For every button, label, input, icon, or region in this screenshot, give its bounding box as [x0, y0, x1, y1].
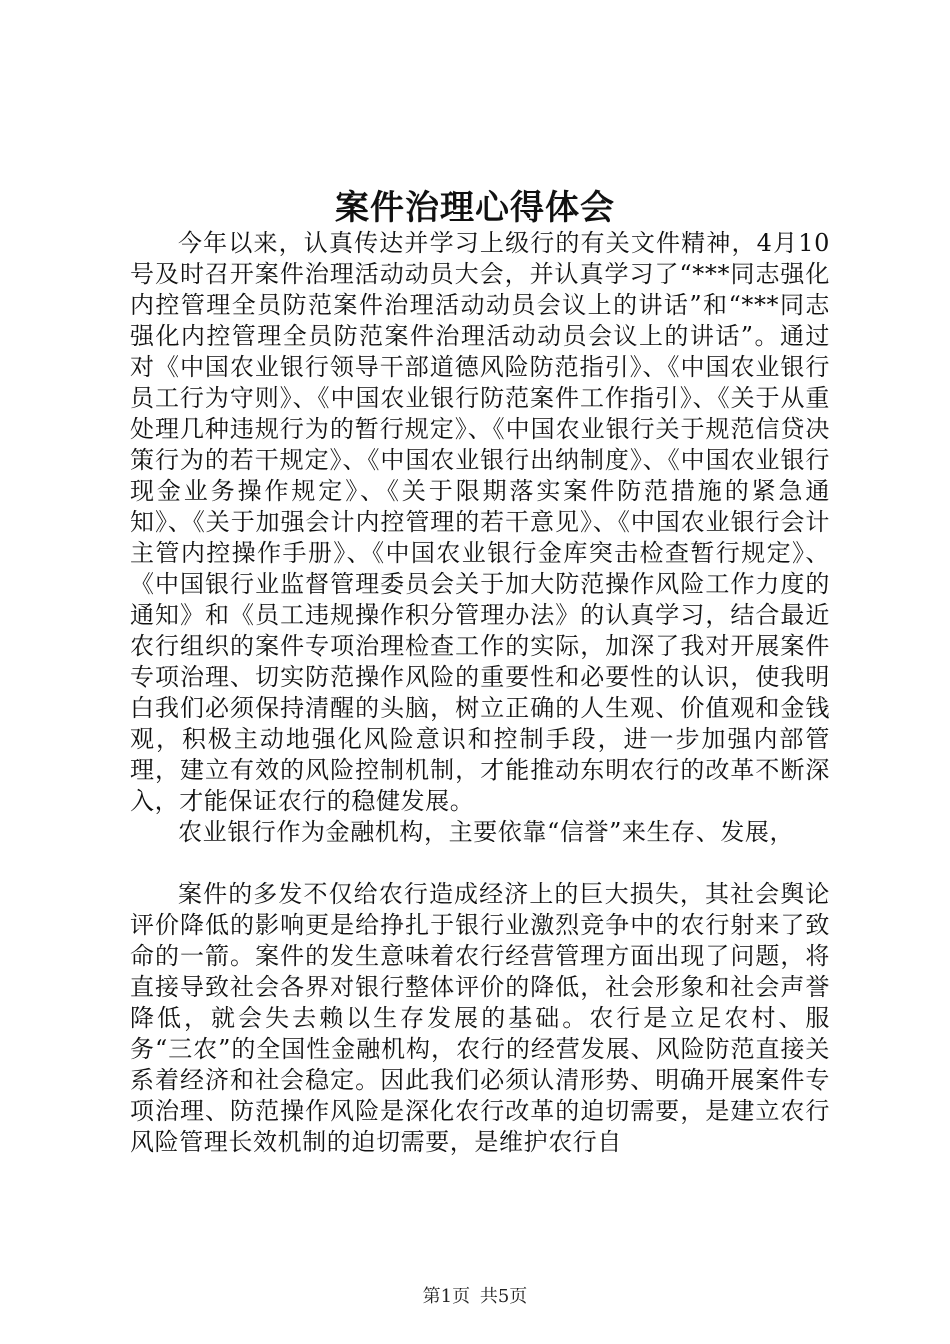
document-body: [130, 228, 830, 1158]
paragraph-2: 农业银行作为金融机构，主要依靠“信誉”来生存、发展，: [178, 818, 795, 846]
page-number: 第1页: [422, 1286, 471, 1307]
paragraph-1: 今年以来，认真传达并学习上级行的有关文件精神，4月10号及时召开案件治理活动动员大会，并认真学习了“***同志强化内控管理全员防范案件治理活动动员会议上的讲话”和“***同志强化内控管理全员防范案件治理活动动员会议上的讲话”。通过对《中国农业银行领导干部道德风险防范指引》、《中国农业银行员工行为守则》、《中国农业银行防范案件工作指引》、《关于从重处理几种违规行为的暂行规定》、《中国农业银行关于规范信贷决策行为的若干规定》、《中国农业银行出纳制度》、《中国农业银行现金业务操作规定》、《关于限期落实案件防范措施的紧急通知》、《关于加强会计内控管理的若干意见》、《中国农业银行会计主管内控操作手册》、《中国农业银行金库突击检查暂行规定》、《中国银行业监督管理委员会关于加大防范操作风险工作力度的通知》和《员工违规操作积分管理办法》的认真学习，结合最近农行组织的案件专项治理检查工作的实际，加深了我对开展案件专项治理、切实防范操作风险的重要性和必要性的认识，使我明白我们必须保持清醒的头脑，树立正确的人生观、价值观和金钱观，积极主动地强化风险意识和控制手段，进一步加强内部管理，建立有效的风险控制机制，才能推动东明农行的改革不断深入，才能保证农行的稳健发展。: [130, 229, 830, 815]
page-total: 共5页: [479, 1286, 528, 1307]
paragraph-3: 案件的多发不仅给农行造成经济上的巨大损失，其社会舆论评价降低的影响更是给挣扎于银行业激烈竞争中的农行射来了致命的一箭。案件的发生意味着农行经营管理方面出现了问题，将直接导致社会各界对银行整体评价的降低，社会形象和社会声誉降低，就会失去赖以生存发展的基础。农行是立足农村、服务“三农”的全国性金融机构，农行的经营发展、风险防范直接关系着经济和社会稳定。因此我们必须认清形势、明确开展案件专项治理、防范操作风险是深化农行改革的迫切需要，是建立农行风险管理长效机制的迫切需要，是维护农行自: [130, 880, 830, 1156]
page-footer: [0, 1285, 950, 1309]
document-title: 案件治理心得体会: [335, 188, 615, 228]
